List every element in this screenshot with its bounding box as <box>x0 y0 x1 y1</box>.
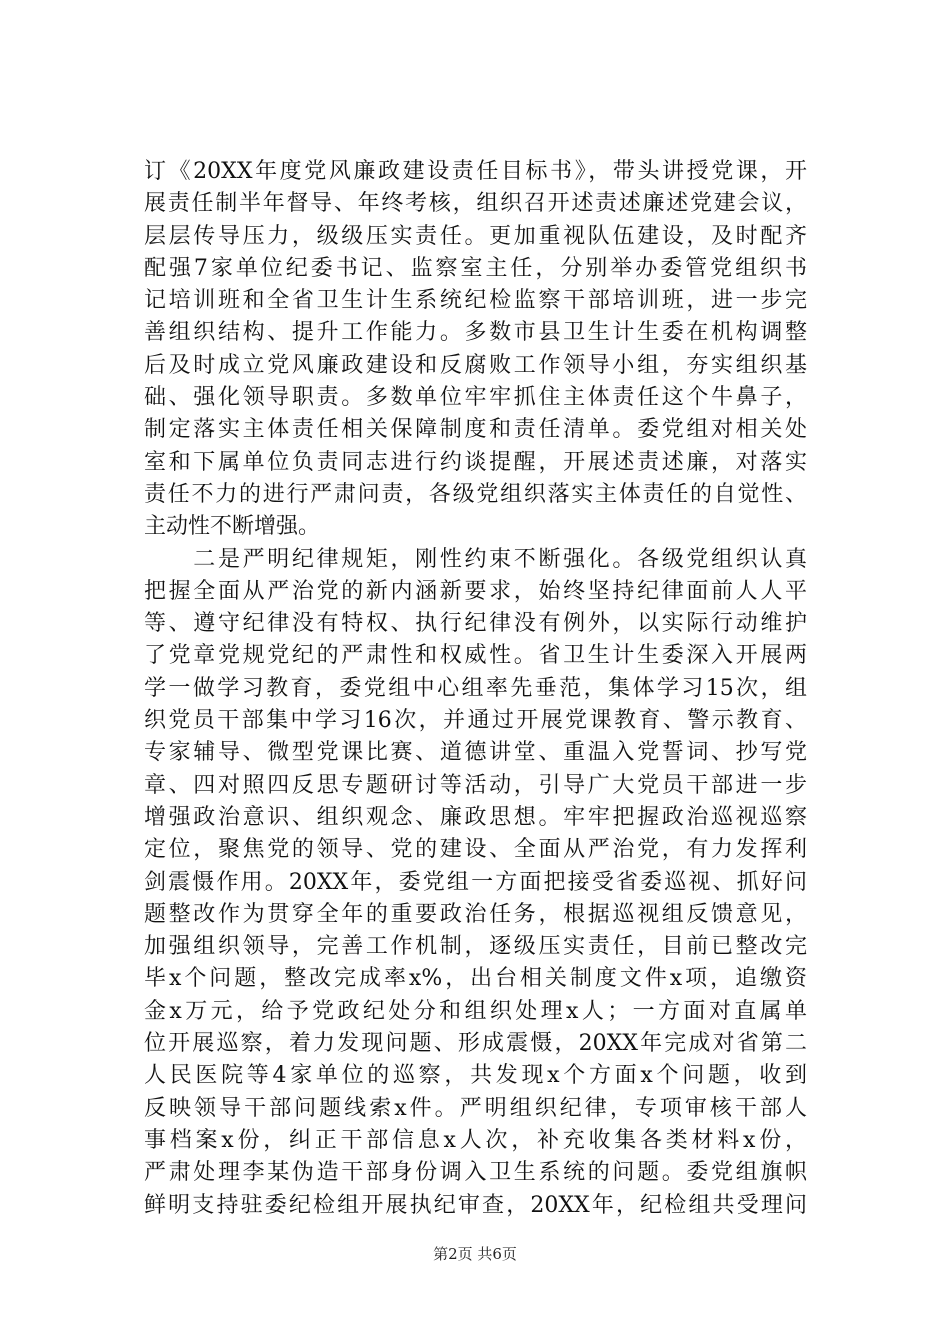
text-line: 配强7家单位纪委书记、监察室主任，分别举办委管党组织书 <box>144 255 807 281</box>
body-text <box>144 156 807 1222</box>
text-line: 位开展巡察，着力发现问题、形成震慑，20XX年完成对省第二 <box>144 1031 807 1057</box>
text-line: 层层传导压力，级级压实责任。更加重视队伍建设，及时配齐 <box>144 223 807 249</box>
text-line: 制定落实主体责任相关保障制度和责任清单。委党组对相关处 <box>144 417 807 443</box>
text-line: 严肃处理李某伪造干部身份调入卫生系统的问题。委党组旗帜 <box>144 1160 807 1186</box>
text-line: 反映领导干部问题线索x件。严明组织纪律，专项审核干部人 <box>144 1095 807 1121</box>
text-line: 室和下属单位负责同志进行约谈提醒，开展述责述廉，对落实 <box>144 449 807 475</box>
text-line: 增强政治意识、组织观念、廉政思想。牢牢把握政治巡视巡察 <box>144 804 807 830</box>
text-line: 定位，聚焦党的领导、党的建设、全面从严治党，有力发挥利 <box>144 837 807 863</box>
text-line: 人民医院等4家单位的巡察，共发现x个方面x个问题，收到 <box>144 1063 807 1089</box>
text-line: 加强组织领导，完善工作机制，逐级压实责任，目前已整改完 <box>144 934 807 960</box>
text-line: 后及时成立党风廉政建设和反腐败工作领导小组，夯实组织基 <box>144 352 807 378</box>
text-line: 剑震慑作用。20XX年，委党组一方面把接受省委巡视、抓好问 <box>144 869 807 895</box>
text-line: 展责任制半年督导、年终考核，组织召开述责述廉述党建会议， <box>144 191 807 217</box>
text-line: 专家辅导、微型党课比赛、道德讲堂、重温入党誓词、抄写党 <box>144 740 807 766</box>
text-line: 等、遵守纪律没有特权、执行纪律没有例外，以实际行动维护 <box>144 611 807 637</box>
text-line: 记培训班和全省卫生计生系统纪检监察干部培训班，进一步完 <box>144 288 807 314</box>
text-line: 主动性不断增强。 <box>144 514 321 540</box>
text-line: 毕x个问题，整改完成率x%，出台相关制度文件x项，追缴资 <box>144 966 807 992</box>
text-line: 责任不力的进行严肃问责，各级党组织落实主体责任的自觉性、 <box>144 481 807 507</box>
text-line: 二是严明纪律规矩，刚性约束不断强化。各级党组织认真 <box>144 546 807 572</box>
text-line: 学一做学习教育，委党组中心组率先垂范，集体学习15次，组 <box>144 675 807 701</box>
text-line: 事档案x份，纠正干部信息x人次，补充收集各类材料x份， <box>144 1127 807 1153</box>
text-line: 章、四对照四反思专题研讨等活动，引导广大党员干部进一步 <box>144 772 807 798</box>
text-line: 了党章党规党纪的严肃性和权威性。省卫生计生委深入开展两 <box>144 643 807 669</box>
text-line: 订《20XX年度党风廉政建设责任目标书》，带头讲授党课，开 <box>144 159 807 184</box>
text-line: 善组织结构、提升工作能力。多数市县卫生计生委在机构调整 <box>144 320 807 346</box>
text-line: 把握全面从严治党的新内涵新要求，始终坚持纪律面前人人平 <box>144 578 807 604</box>
page-footer: 第2页 共6页 <box>433 1245 517 1263</box>
text-line: 鲜明支持驻委纪检组开展执纪审查，20XX年，纪检组共受理问 <box>144 1192 807 1218</box>
text-line: 织党员干部集中学习16次，并通过开展党课教育、警示教育、 <box>144 708 807 734</box>
text-line: 题整改作为贯穿全年的重要政治任务，根据巡视组反馈意见， <box>144 901 807 927</box>
text-line: 金x万元，给予党政纪处分和组织处理x人；一方面对直属单 <box>144 998 807 1024</box>
text-line: 础、强化领导职责。多数单位牢牢抓住主体责任这个牛鼻子， <box>144 385 807 411</box>
